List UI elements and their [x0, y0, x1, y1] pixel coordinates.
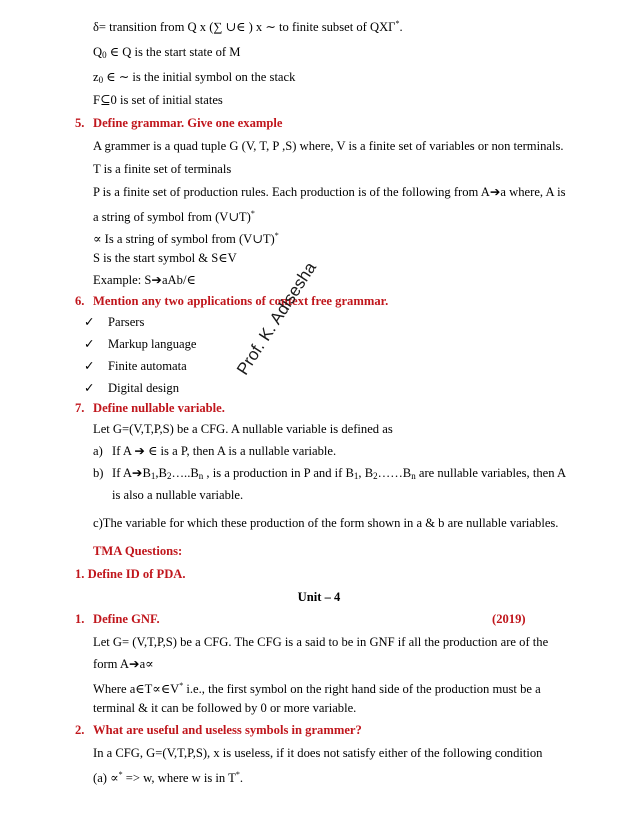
checkmark-icon: ✓ — [84, 381, 95, 395]
text-line: T is a finite set of terminals — [93, 162, 232, 176]
text-line: c)The variable for which these production of the form shown in a & b are nullable variables. — [93, 516, 559, 530]
author-watermark: Prof. K. Adisesha — [233, 258, 320, 379]
text-line: terminal & it can be followed by 0 or more variable. — [93, 701, 357, 715]
text-line: δ= transition from Q x (∑ ∪∈ ) x ∼ to finite subset of QXΓ*. — [93, 19, 403, 34]
text-line: a string of symbol from (V∪T)* — [93, 209, 255, 224]
text-line: In a CFG, G=(V,T,P,S), x is useless, if it does not satisfy either of the following condition — [93, 746, 543, 760]
text-line: Let G= (V,T,P,S) be a CFG. The CFG is a said to be in GNF if all the production are of the — [93, 635, 549, 649]
text-line: form A➔a∝ — [93, 657, 154, 671]
checkmark-icon: ✓ — [84, 315, 95, 329]
checkmark-icon: ✓ — [84, 359, 95, 373]
checkmark-icon: ✓ — [84, 337, 95, 351]
text-line: Example: S➔aAb/∈ — [93, 273, 196, 287]
text-line: $Q_0$ ∈ Q is the start state of M — [93, 45, 241, 60]
unit-heading: Unit – 4 — [297, 590, 341, 604]
text-line: P is a finite set of production rules. Each production is of the following from A➔a where, A is — [93, 185, 566, 199]
section-heading: TMA Questions: — [93, 544, 183, 558]
text-line: (a) ∝* => w, where w is in T*. — [93, 770, 244, 785]
text-line: Where a∈T∝∈V* i.e., the first symbol on the right hand side of the production must be a — [93, 681, 541, 696]
text-line: Let G=(V,T,P,S) be a CFG. A nullable variable is defined as — [93, 422, 393, 436]
text-line: F⊆0 is set of initial states — [93, 93, 223, 107]
text-line: $z_0$ ∈ ∼ is the initial symbol on the stack — [93, 70, 296, 85]
text-line: A grammer is a quad tuple G (V, T, P ,S) where, V is a finite set of variables or non terminals. — [93, 139, 564, 153]
text-line: ∝ Is a string of symbol from (V∪T)* — [93, 231, 279, 246]
document-page: δ= transition from Q x (∑ ∪∈ ) x ∼ to finite subset of QXΓ*. $Q_0$ ∈ Q is the start state of M $z_0$ ∈ ∼ is the initial symbol on the stack F⊆0 is set of initial states 5. Define grammar. Give one example A grammer is a quad tuple G (V, T, P ,S) where, V is a finite set of variables or non terminals. T is a finite set of terminals P is a finite set of production rules. Each production is of the following from A➔a where, A is a string of symbol from (V∪T)* ∝ Is a string of symbol from (V∪T)* S is the start symbol & S∈V Example: S➔aAb/∈ 6. Mention any two applications of context free grammar. ✓ Parsers ✓ Markup language ✓ Finite automata ✓ Digital design 7. Define nullable variable. Let G=(V,T,P,S) be a CFG. A nullable variable is defined as a) If A ➔ ∈ is a P, then A is a nullable variable. b) If $A➔B_1,B_2\dots..B_n$ , is a production in P and if $B_1$, $B_2\dots\dots B_n$ are nullable variables, then A is also a nullable variable. c)The variable for which these production of the form shown in a & b are nullable variables. TMA Questions: 1. Define ID of PDA. Unit – 4 1. Define GNF. (2019) Let G= (V,T,P,S) be a CFG. The CFG is a said to be in GNF if all the production are of the form A➔a∝ Where a∈T∝∈V* i.e., the first symbol on the right hand side of the production must be a terminal & it can be followed by 0 or more variable. 2. What are useful and useless symbols in grammer? In a CFG, G=(V,T,P,S), x is useless, if it does not satisfy either of the following condition (a) ∝* => w, where w is in T*. Prof. K. Adisesha — [0, 0, 638, 826]
question-heading: 1. Define ID of PDA. — [75, 567, 186, 581]
text-line: is also a nullable variable. — [112, 488, 244, 502]
text-line: S is the start symbol & S∈V — [93, 251, 237, 265]
